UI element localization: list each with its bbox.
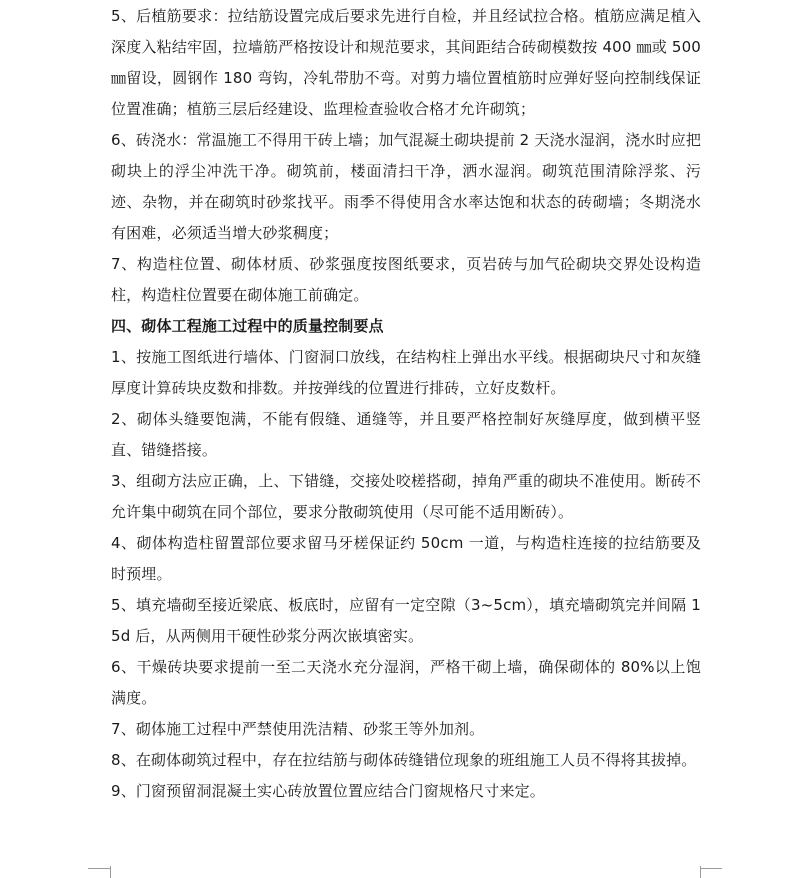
bottom-right-crop-mark	[700, 868, 722, 869]
list-item-2: 2、砌体头缝要饱满，不能有假缝、通缝等，并且要严格控制好灰缝厚度，做到横平竖直、错缝搭接。	[111, 410, 701, 459]
bottom-left-crop-mark	[88, 868, 110, 869]
list-item-4: 4、砌体构造柱留置部位要求留马牙槎保证约 50cm 一道，与构造柱连接的拉结筋要及时预埋。	[111, 534, 701, 583]
paragraph-6-brick-watering: 6、砖浇水：常温施工不得用干砖上墙；加气混凝土砌块提前 2 天浇水湿润，浇水时应把砌块上的浮尘冲洗干净。砌筑前，楼面清扫干净，洒水湿润。砌筑范围清除浮浆、污迹、杂物，并在砌筑时砂浆找平。雨季不得使用含水率达饱和状态的砖砌墙；冬期浇水有困难，必须适当增大砂浆稠度；	[111, 131, 701, 242]
list-item-1: 1、按施工图纸进行墙体、门窗洞口放线，在结构柱上弹出水平线。根据砌块尺寸和灰缝厚度计算砖块皮数和排数。并按弹线的位置进行排砖，立好皮数杆。	[111, 348, 701, 397]
list-item-6: 6、干燥砖块要求提前一至二天浇水充分湿润，严格干砌上墙，确保砌体的 80%以上饱满度。	[111, 658, 701, 707]
bottom-left-crop-mark-vertical	[110, 866, 111, 878]
list-item-3: 3、组砌方法应正确，上、下错缝，交接处咬槎搭砌，掉角严重的砌块不准使用。断砖不允许集中砌筑在同个部位，要求分散砌筑使用（尽可能不适用断砖）。	[111, 472, 701, 521]
paragraph-7-structural-column: 7、构造柱位置、砌体材质、砂浆强度按图纸要求，页岩砖与加气砼砌块交界处设构造柱，构造柱位置要在砌体施工前确定。	[111, 255, 701, 304]
document-body	[111, 0, 701, 807]
section-heading: 四、砌体工程施工过程中的质量控制要点	[111, 317, 384, 335]
list-item-7: 7、砌体施工过程中严禁使用洗洁精、砂浆王等外加剂。	[111, 720, 485, 738]
list-item-8: 8、在砌体砌筑过程中，存在拉结筋与砌体砖缝错位现象的班组施工人员不得将其拔掉。	[111, 751, 697, 769]
paragraph-5-rebar-planting: 5、后植筋要求：拉结筋设置完成后要求先进行自检，并且经试拉合格。植筋应满足植入深度入粘结牢固，拉墙筋严格按设计和规范要求，其间距结合砖砌模数按 400 ㎜或 500 ㎜留设，圆钢作 180 弯钩，冷轧带肋不弯。对剪力墙位置植筋时应弹好竖向控制线保证位置准确；植筋三层后经建设、监理检查验收合格才允许砌筑；	[111, 7, 701, 118]
list-item-5: 5、填充墙砌至接近梁底、板底时，应留有一定空隙（3~5cm），填充墙砌筑完并间隔 15d 后，从两侧用干硬性砂浆分两次嵌填密实。	[111, 596, 701, 645]
bottom-right-crop-mark-vertical	[700, 866, 701, 878]
list-item-9: 9、门窗预留洞混凝土实心砖放置位置应结合门窗规格尺寸来定。	[111, 782, 545, 800]
